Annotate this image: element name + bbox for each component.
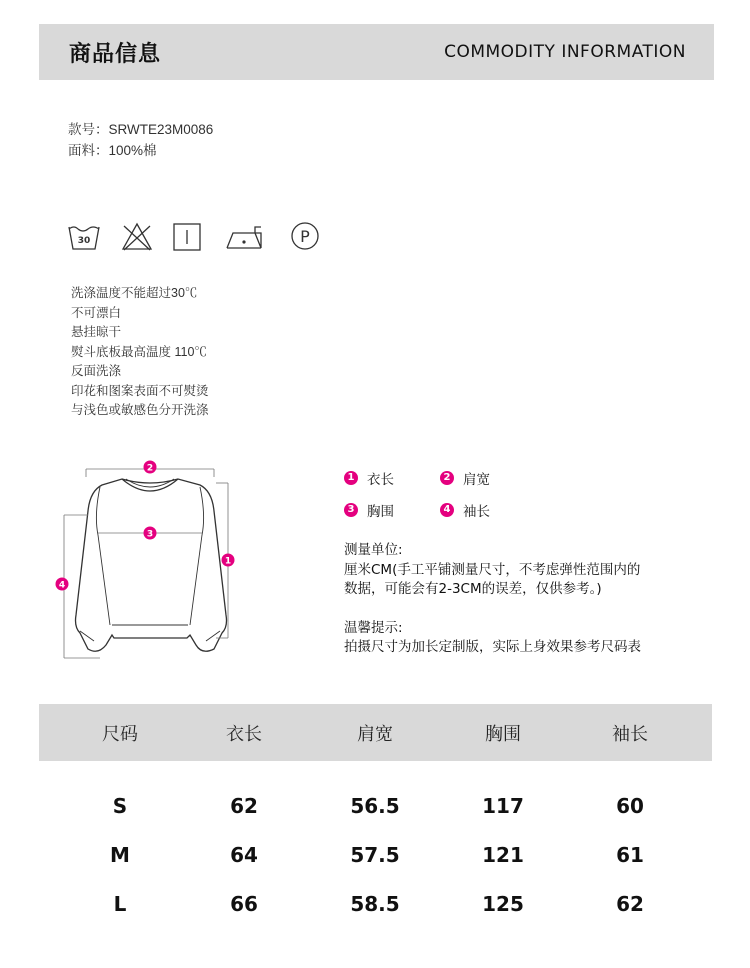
table-row [39, 781, 712, 830]
chest-cell: 121 [482, 842, 524, 867]
care-line: 不可漂白 [71, 305, 122, 320]
product-specs [68, 119, 213, 161]
table-row [39, 830, 712, 879]
svg-text:4: 4 [58, 580, 66, 591]
marker-3 [144, 527, 157, 540]
care-line: 印花和图案表面不可熨烫 [71, 383, 209, 398]
legend-item-length [344, 468, 394, 488]
tip-note [344, 619, 714, 658]
measure-unit-line: 数据，可能会有2-3CM的误差，仅供参考。) [344, 581, 602, 597]
legend-marker: 2 [440, 471, 454, 485]
legend-marker: 1 [344, 471, 358, 485]
care-line: 熨斗底板最高温度 110℃ [71, 344, 207, 359]
sweatshirt-measurement-diagram [50, 455, 250, 665]
iron-low-icon [224, 218, 266, 254]
table-row [39, 879, 712, 928]
svg-text:30: 30 [77, 236, 91, 246]
legend-label: 肩宽 [463, 472, 490, 488]
hang-dry-icon [170, 218, 204, 254]
header-cell-chest: 胸围 [485, 723, 521, 745]
care-line: 与浅色或敏感色分开洗涤 [71, 403, 209, 417]
wash-30-icon [66, 218, 102, 254]
legend-item-chest [344, 500, 394, 520]
care-symbols [66, 218, 326, 258]
measurement-notes [344, 541, 714, 677]
measure-unit-title: 测量单位: [344, 542, 403, 558]
care-line: 悬挂晾干 [71, 325, 122, 339]
marker-2 [144, 461, 157, 474]
svg-text:2: 2 [146, 463, 154, 474]
sleeve-cell: 60 [616, 793, 644, 818]
measure-unit-line: 厘米CM(手工平铺测量尺寸，不考虑弹性范围内的 [344, 561, 641, 578]
legend-item-sleeve [440, 500, 490, 520]
size-cell: S [112, 793, 128, 818]
marker-4 [56, 578, 69, 591]
length-cell: 66 [230, 891, 258, 916]
professional-dry-clean-icon [288, 218, 322, 254]
marker-1 [222, 554, 235, 567]
length-cell: 64 [230, 842, 258, 867]
header-cell-sleeve: 袖长 [612, 723, 648, 745]
header-cell-shoulder: 肩宽 [357, 723, 393, 745]
care-line: 反面洗涤 [71, 364, 122, 378]
size-table-header [39, 704, 712, 761]
shoulder-cell: 58.5 [350, 891, 400, 916]
section-title-cn: 商品信息 [69, 42, 162, 67]
legend-marker: 3 [344, 503, 358, 517]
chest-cell: 117 [482, 793, 524, 818]
size-table [39, 704, 712, 928]
no-bleach-icon [120, 218, 154, 254]
fabric-composition: 面料：100%棉 [68, 143, 157, 158]
size-cell: L [113, 891, 127, 916]
section-title-en: COMMODITY INFORMATION [444, 42, 686, 62]
legend-item-shoulder [440, 468, 490, 488]
model-number: 款号：SRWTE23M0086 [68, 122, 214, 137]
legend-marker: 4 [440, 503, 454, 517]
size-cell: M [110, 842, 130, 867]
section-header [39, 24, 714, 80]
legend-label: 衣长 [367, 472, 394, 488]
tip-title: 温馨提示: [344, 619, 403, 636]
tip-line: 拍摄尺寸为加长定制版，实际上身效果参考尺码表 [344, 639, 641, 655]
legend-label: 胸围 [367, 504, 394, 520]
care-line: 洗涤温度不能超过30℃ [71, 286, 198, 300]
measure-unit-note [344, 541, 714, 600]
shoulder-cell: 56.5 [350, 793, 400, 818]
header-cell-size: 尺码 [102, 723, 138, 745]
svg-text:1: 1 [224, 556, 232, 567]
header-cell-length: 衣长 [226, 723, 262, 745]
legend-label: 袖长 [463, 504, 490, 520]
length-cell: 62 [230, 793, 258, 818]
care-instructions [71, 284, 209, 421]
chest-cell: 125 [482, 891, 524, 916]
shoulder-cell: 57.5 [350, 842, 400, 867]
svg-text:3: 3 [146, 529, 154, 540]
svg-text:P: P [300, 227, 310, 246]
sleeve-cell: 61 [616, 842, 644, 867]
sleeve-cell: 62 [616, 891, 644, 916]
